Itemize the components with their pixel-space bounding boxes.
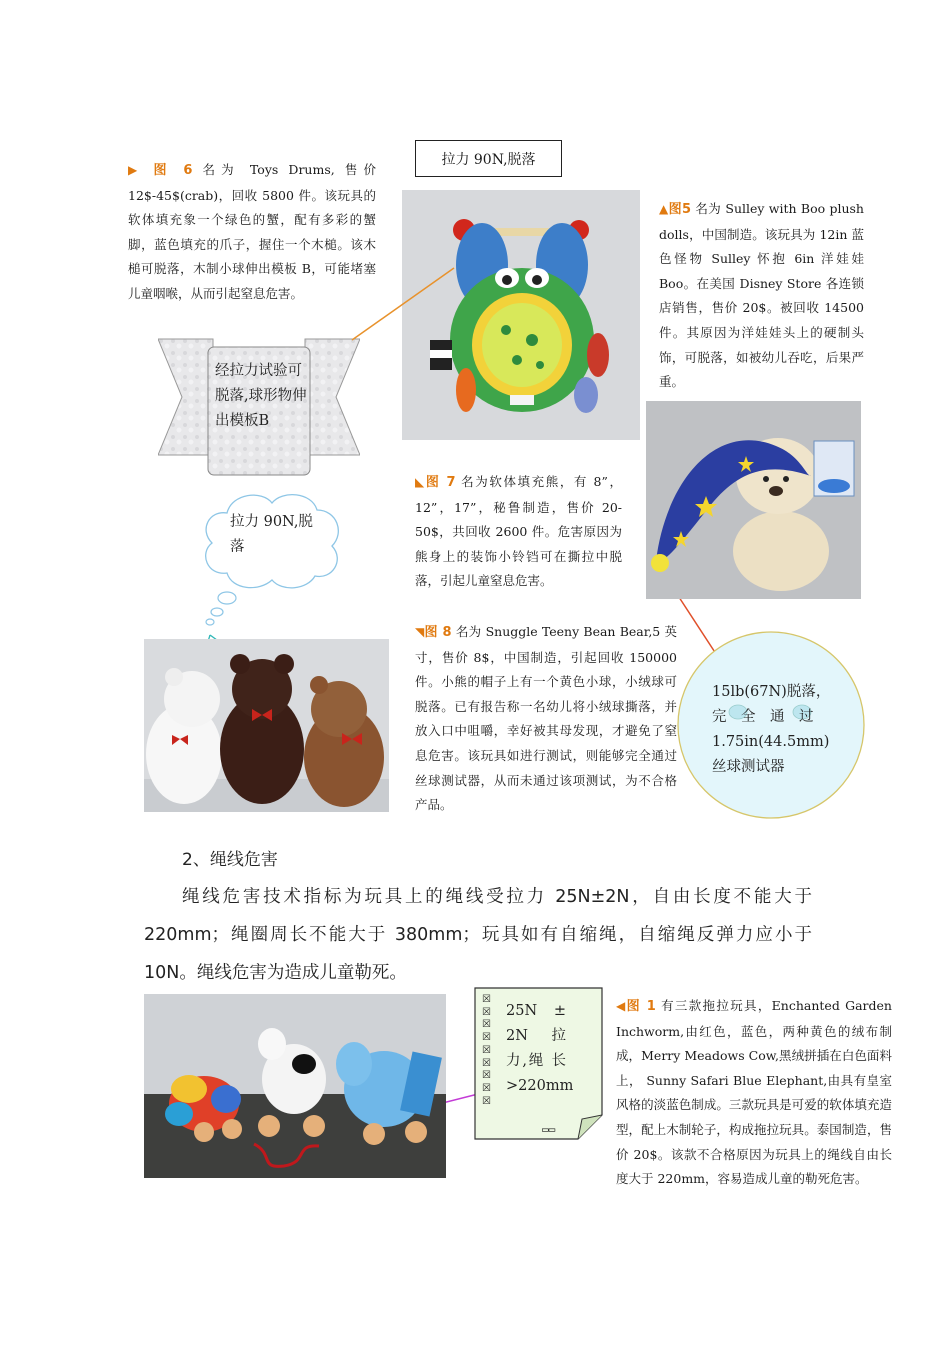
fig6-text: 名为 Toys Drums, 售价 12$-45$(crab)，回收 5800 件。该玩具的软体填充象一个绿色的蟹，配有多彩的蟹脚，蓝色填充的爪子，握住一个木槌。该木槌可脱落，木制小球伸出模板 B，可能堵塞儿童咽喉，从而引起窒息危害。	[128, 162, 376, 301]
three-bears-photo	[144, 639, 389, 812]
scroll-note-text: 经拉力试验可脱落,球形物伸出模板B	[215, 363, 307, 429]
circle-line-3: 1.75in(44.5mm)	[712, 734, 830, 750]
fig1-label: 图 1	[626, 999, 656, 1014]
fig7-text: 名为软体填充熊，有 8”，12”，17”，秘鲁制造，售价 20-50$，共回收 2600 件。危害原因为熊身上的装饰小铃铛可在撕拉中脱落，引起儿童窒息危害。	[415, 474, 622, 589]
circle-line-2: 完 全 通 过	[712, 709, 814, 725]
circle-note-text	[712, 680, 842, 780]
section-paragraph: 绳线危害技术指标为玩具上的绳线受拉力 25N±2N，自由长度不能大于 220mm；绳圈周长不能大于 380mm；玩具如有自缩绳，自缩绳反弹力应小于 10N。绳线危害为造成儿童勒死。	[144, 887, 812, 983]
pull-test-label: 拉力 90N,脱落	[441, 151, 536, 168]
pull-toys-photo	[144, 994, 446, 1178]
triangle-up-icon: ▲	[659, 202, 669, 216]
note-card-marks-icon: ▭▭	[542, 1123, 556, 1136]
triangle-right-icon: ▶	[128, 163, 144, 177]
note-card	[474, 987, 603, 1140]
circle-line-1: 15lb(67N)脱落，	[712, 684, 831, 700]
fig5-text: 名为 Sulley with Boo plush dolls，中国制造。该玩具为 12in 蓝色怪物 Sulley 怀抱 6in 洋娃娃 Boo。在美国 Disney Store 各连锁店销售，售价 20$。被回收 14500 件。其原因为洋娃娃头上的硬制头饰，可脱落，如被幼儿吞吃，后果严重。	[659, 201, 864, 390]
triangle-icon: ◣	[415, 475, 426, 489]
triangle-left-icon: ◀	[616, 999, 627, 1013]
fig5-label: 图5	[668, 202, 691, 217]
fig8-text: 名为 Snuggle Teeny Bean Bear,5 英寸，售价 8$，中国制造，引起回收 150000 件。小熊的帽子上有一个黄色小球，小绒球可脱落。已有报告称一名幼儿将小绒球撕落，并放入口中咀嚼，幸好被其母发现，才避免了窒息危害。该玩具如进行测试，则能够完全通过丝球测试器，从而未通过该项测试，为不合格产品。	[415, 624, 677, 813]
fig8-label: 图 8	[424, 625, 452, 640]
note-card-text: 25N ± 2N 拉力,绳 长 >220mm	[506, 1003, 574, 1094]
fig7-label: 图 7	[425, 475, 456, 490]
cloud-note	[197, 488, 347, 628]
fig1-caption	[616, 994, 892, 1192]
fig1-text: 有三款拖拉玩具，Enchanted Garden Inchworm,由红色，蓝色，两种黄色的绒布制成，Merry Meadows Cow,黑绒拼插在白色面料上， Sunny Safari Blue Elephant,由具有皇室风格的淡蓝色制成。三款玩具是可爱的软体填充造型，配上木制轮子，构成拖拉玩具。泰国制造，售价 20$。该款不合格原因为玩具上的绳线自由长度大于 220mm，容易造成儿童的勒死危害。	[616, 998, 892, 1187]
checkbox-column-icon: ☒ ☒ ☒ ☒ ☒ ☒ ☒ ☒ ☒	[482, 994, 491, 1107]
fig6-label: 图 6	[153, 163, 193, 178]
snuggle-bear-photo	[646, 401, 861, 599]
cloud-note-text: 拉力 90N,脱落	[230, 514, 313, 555]
fig7-caption	[415, 470, 622, 594]
fig8-caption	[415, 620, 677, 818]
circle-note	[676, 630, 866, 820]
circle-line-4: 丝球测试器	[712, 759, 785, 775]
section-heading: 2、绳线危害	[182, 850, 278, 870]
triangle-icon: ◥	[415, 625, 425, 639]
